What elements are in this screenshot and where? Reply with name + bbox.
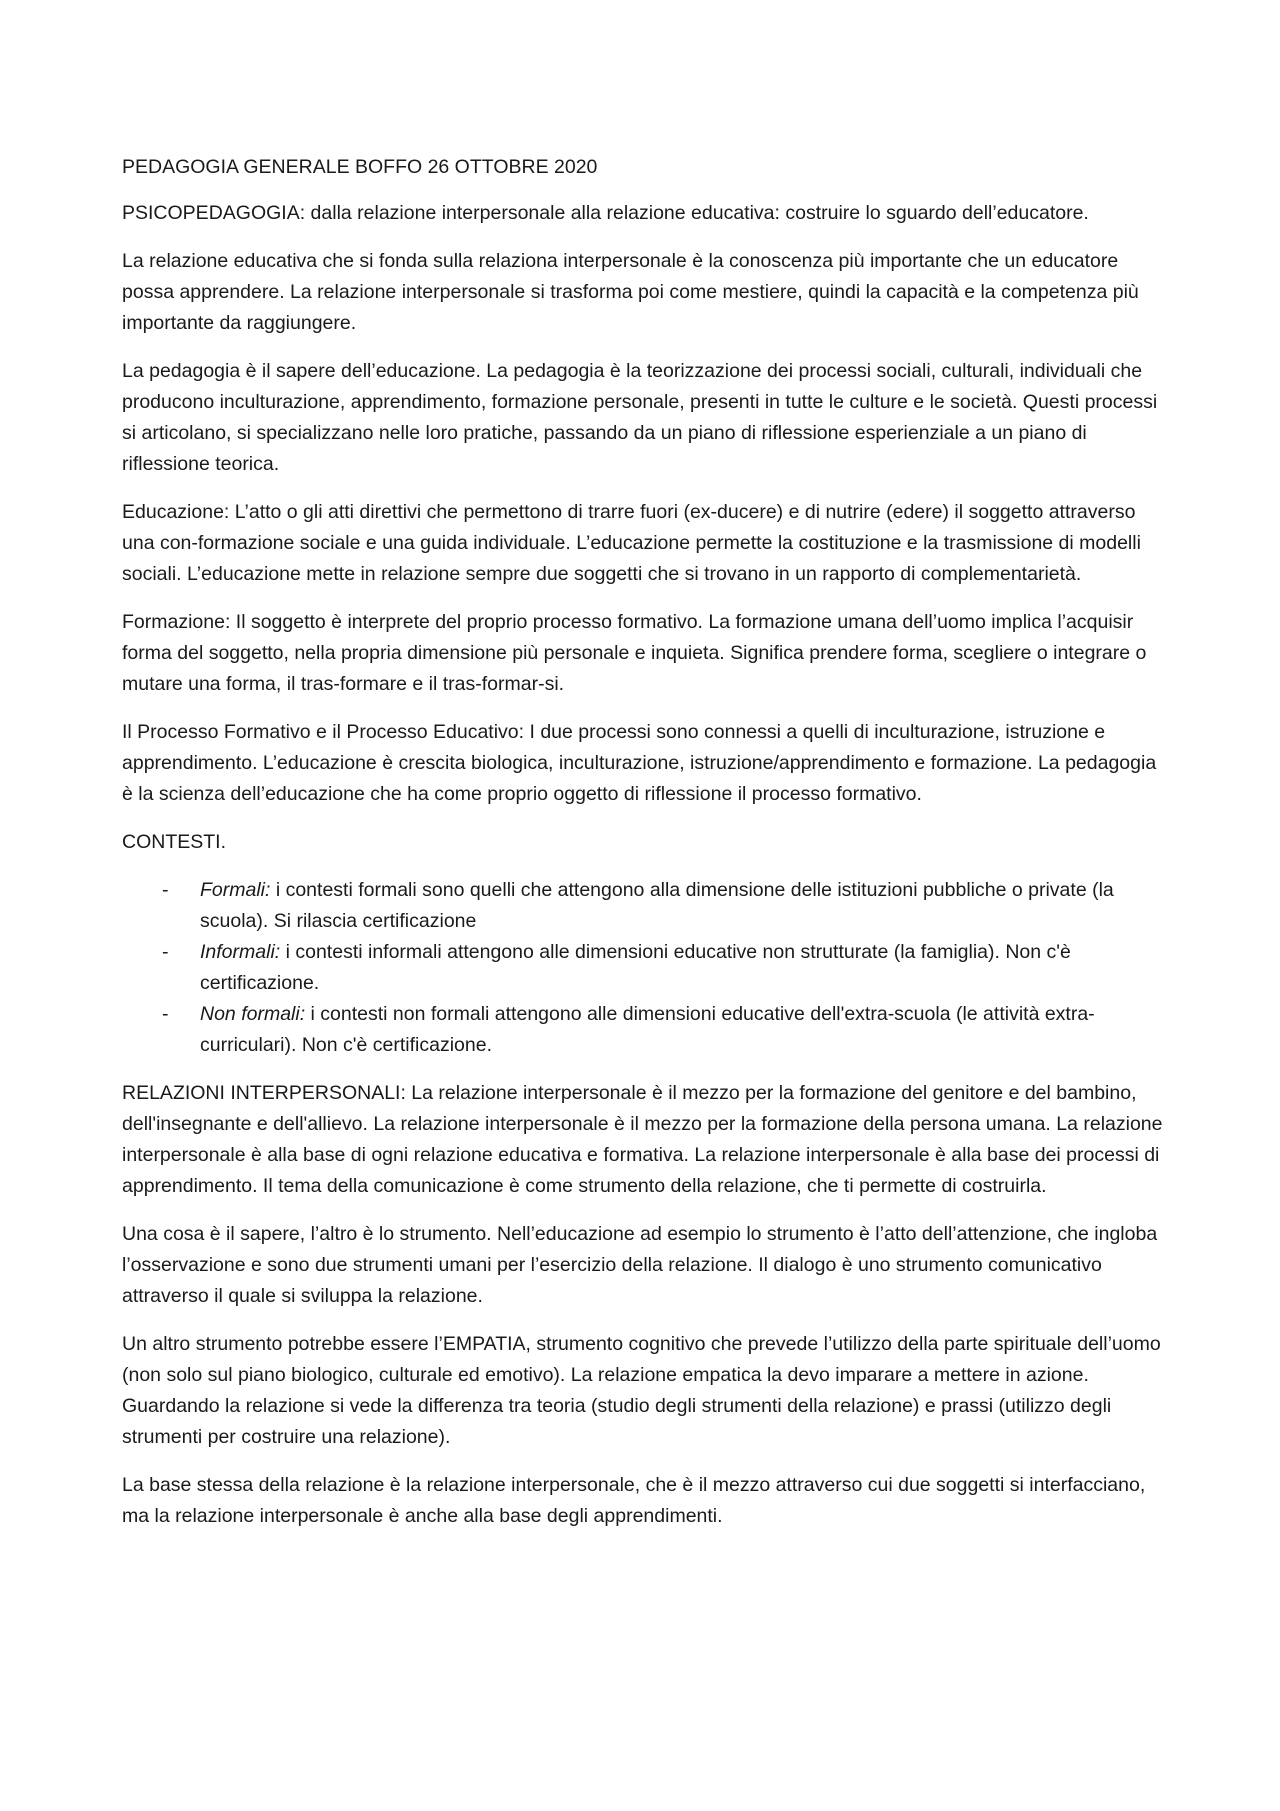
paragraph-relazioni-interpersonali: RELAZIONI INTERPERSONALI: La relazione interpersonale è il mezzo per la formazione del genitore e del bambino, dell'insegnante e dell'allievo. La relazione interpersonale è il mezzo per la formazione della persona umana. La relazione interpersonale è alla base di ogni relazione educativa e formativa. La relazione interpersonale è alla base dei processi di apprendimento. Il tema della comunicazione è come strumento della relazione, che ti permette di costruirla. xyxy=(122,1082,1163,1197)
paragraph-relazione-educativa: La relazione educativa che si fonda sulla relaziona interpersonale è la conoscenza più importante che un educatore possa apprendere. La relazione interpersonale si trasforma poi come mestiere, quindi la capacità e la competenza più importante da raggiungere. xyxy=(122,250,1139,334)
paragraph-pedagogia: La pedagogia è il sapere dell’educazione. La pedagogia è la teorizzazione dei processi sociali, culturali, individuali che producono inculturazione, apprendimento, formazione personale, presenti in tutte le culture e le società. Questi processi si articolano, si specializzano nelle loro pratiche, passando da un piano di riflessione esperienziale a un piano di riflessione teorica. xyxy=(122,360,1158,475)
paragraph-empatia: Un altro strumento potrebbe essere l’EMPATIA, strumento cognitivo che prevede l’utilizzo della parte spirituale dell’uomo (non solo sul piano biologico, culturale ed emotivo). La relazione empatica la devo imparare a mettere in azione. Guardando la relazione si vede la differenza tra teoria (studio degli strumenti della relazione) e prassi (utilizzo degli strumenti per costruire una relazione). xyxy=(122,1333,1161,1448)
list-item-text: i contesti informali attengono alle dimensioni educative non strutturate (la famiglia). Non c'è certificazione. xyxy=(200,941,1071,994)
list-dash: - xyxy=(162,879,169,901)
list-item-text: i contesti non formali attengono alle dimensioni educative dell'extra-scuola (le attività extra-curriculari). Non c'è certificazione. xyxy=(200,1003,1095,1056)
document-page xyxy=(122,152,1172,1549)
contexts-heading: CONTESTI. xyxy=(122,831,227,853)
paragraph-sapere-strumento: Una cosa è il sapere, l’altro è lo strumento. Nell’educazione ad esempio lo strumento è l’atto dell’attenzione, che ingloba l’osservazione e sono due strumenti umani per l’esercizio della relazione. Il dialogo è uno strumento comunicativo attraverso il quale si sviluppa la relazione. xyxy=(122,1223,1158,1307)
document-title: PEDAGOGIA GENERALE BOFFO 26 OTTOBRE 2020 xyxy=(122,156,598,178)
list-item xyxy=(122,999,1172,1061)
list-item xyxy=(122,875,1172,937)
list-dash: - xyxy=(162,941,169,963)
list-item-text: i contesti formali sono quelli che attengono alla dimensione delle istituzioni pubbliche o private (la scuola). Si rilascia certificazione xyxy=(200,879,1114,932)
list-dash: - xyxy=(162,1003,169,1025)
paragraph-formazione: Formazione: Il soggetto è interprete del proprio processo formativo. La formazione umana dell’uomo implica l’acquisir forma del soggetto, nella propria dimensione più personale e inquieta. Significa prendere forma, scegliere o integrare o mutare una forma, il tras-formare e il tras-formar-si. xyxy=(122,611,1147,695)
paragraph-base-relazione: La base stessa della relazione è la relazione interpersonale, che è il mezzo attraverso cui due soggetti si interfacciano, ma la relazione interpersonale è anche alla base degli apprendimenti. xyxy=(122,1474,1146,1527)
list-item-term: Non formali: xyxy=(200,1003,306,1025)
list-item-term: Formali: xyxy=(200,879,271,901)
list-item xyxy=(122,937,1172,999)
paragraph-educazione: Educazione: L’atto o gli atti direttivi che permettono di trarre fuori (ex-ducere) e di nutrire (edere) il soggetto attraverso una con-formazione sociale e una guida individuale. L’educazione permette la costituzione e la trasmissione di modelli sociali. L’educazione mette in relazione sempre due soggetti che si trovano in un rapporto di complementarietà. xyxy=(122,501,1141,585)
list-item-term: Informali: xyxy=(200,941,281,963)
paragraph-processo-formativo: Il Processo Formativo e il Processo Educativo: I due processi sono connessi a quelli di inculturazione, istruzione e apprendimento. L’educazione è crescita biologica, inculturazione, istruzione/apprendimento e formazione. La pedagogia è la scienza dell’educazione che ha come proprio oggetto di riflessione il processo formativo. xyxy=(122,721,1157,805)
paragraph-psicopedagogia: PSICOPEDAGOGIA: dalla relazione interpersonale alla relazione educativa: costruire lo sguardo dell’educatore. xyxy=(122,202,1089,224)
contexts-list xyxy=(122,875,1172,1061)
